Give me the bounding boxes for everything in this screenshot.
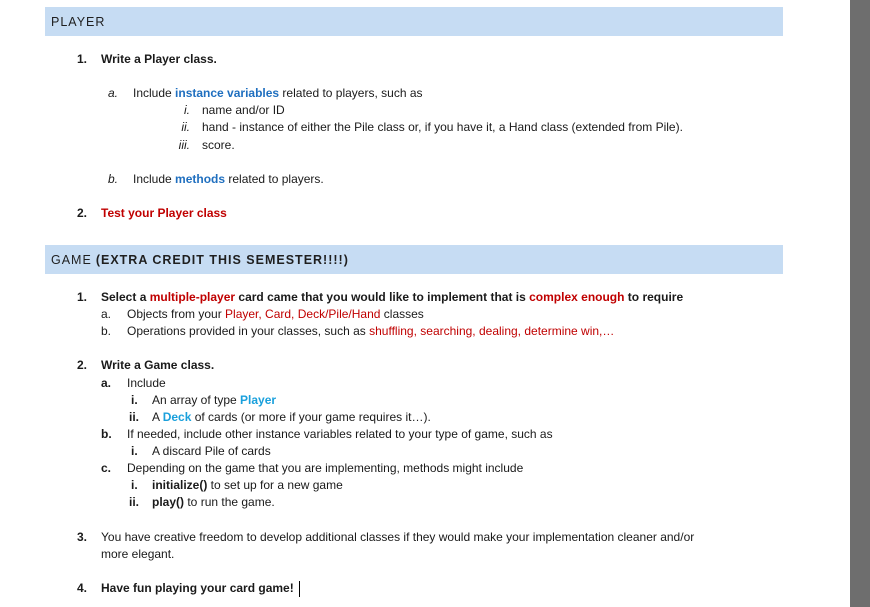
game-step2a-text: Include: [127, 376, 166, 390]
vertical-scrollbar[interactable]: [850, 0, 870, 607]
player-item-i-text: name and/or ID: [202, 103, 285, 117]
player-heading-text: PLAYER: [51, 14, 106, 29]
game-heading-text: GAME: [51, 252, 92, 267]
player-item-b-pre: Include: [133, 172, 176, 186]
game-step3-number: 3.: [77, 530, 88, 544]
game-heading-extra-credit: (EXTRA CREDIT THIS SEMESTER!!!!): [95, 252, 349, 267]
game-step2a-ii-pre: A: [152, 410, 163, 424]
game-step2a-ii-highlight: Deck: [162, 410, 192, 424]
game-step1-mid: card came that you would like to implement that is: [235, 290, 530, 304]
game-step1a-letter: a.: [101, 307, 112, 321]
game-step2b-i-number: i.: [131, 444, 138, 458]
game-step2c-i-text: [152, 477, 343, 494]
game-step2a-ii-post: of cards (or more if your game requires it…).: [191, 410, 431, 424]
game-step2c-letter: c.: [101, 461, 112, 475]
game-step1-number: 1.: [77, 290, 88, 304]
player-item-a-pre: Include: [133, 86, 176, 100]
game-step1b-text: [127, 323, 614, 340]
game-step2c-ii-post: to run the game.: [184, 495, 275, 509]
game-step3-line2: more elegant.: [101, 547, 175, 561]
player-item2-number: 2.: [77, 206, 88, 220]
game-step2a-i-number: i.: [131, 393, 138, 407]
player-item-a-post: related to players, such as: [279, 86, 423, 100]
player-item2-text: Test your Player class: [101, 206, 227, 220]
game-step4-text: [101, 580, 300, 597]
game-step2b-letter: b.: [101, 427, 112, 441]
game-step2a-ii-number: ii.: [129, 410, 140, 424]
game-step1a-text: [127, 306, 424, 323]
game-step2-text: Write a Game class.: [101, 358, 215, 372]
game-step1-highlight1: multiple-player: [149, 290, 236, 304]
game-step2c-ii-method: play(): [152, 495, 185, 509]
game-section-heading: [45, 245, 783, 274]
player-item-ii-text: hand - instance of either the Pile class or, if you have it, a Hand class (extended from Pile).: [202, 120, 683, 134]
player-item1-text: Write a Player class.: [101, 52, 217, 66]
game-step2a-ii-text: [152, 409, 431, 426]
player-item-iii-number: iii.: [178, 138, 190, 152]
game-step1a-pre: Objects from your: [127, 307, 226, 321]
game-step2-number: 2.: [77, 358, 88, 372]
game-step2b-i-text: A discard Pile of cards: [152, 444, 271, 458]
game-step3-line1: You have creative freedom to develop additional classes if they would make your implementation cleaner and/or: [101, 530, 695, 544]
game-step2b-text: If needed, include other instance variables related to your type of game, such as: [127, 427, 553, 441]
player-item-a-letter: a.: [108, 86, 119, 100]
player-item1-number: 1.: [77, 52, 88, 66]
player-item-a-text: [133, 85, 423, 102]
player-item-iii-text: score.: [202, 138, 235, 152]
game-step2c-i-post: to set up for a new game: [207, 478, 343, 492]
player-item-i-number: i.: [184, 103, 190, 117]
game-step1b-letter: b.: [101, 324, 112, 338]
game-step2c-ii-text: [152, 494, 275, 511]
player-item-ii-number: ii.: [181, 120, 190, 134]
player-section-heading: [45, 7, 783, 36]
game-step1a-post: classes: [380, 307, 424, 321]
game-step1-pre: Select a: [101, 290, 150, 304]
player-item-b-letter: b.: [108, 172, 119, 186]
game-step1b-highlight: shuffling, searching, dealing, determine win,…: [369, 324, 615, 338]
game-step1-post: to require: [624, 290, 684, 304]
text-cursor: [299, 581, 300, 597]
player-item-a-highlight: instance variables: [175, 86, 280, 100]
player-item-b-post: related to players.: [225, 172, 324, 186]
game-step2c-i-method: initialize(): [152, 478, 208, 492]
game-step2a-i-pre: An array of type: [152, 393, 241, 407]
game-step2c-text: Depending on the game that you are implementing, methods might include: [127, 461, 524, 475]
player-item-b-highlight: methods: [175, 172, 226, 186]
game-step2a-i-text: [152, 392, 276, 409]
game-step2c-i-number: i.: [131, 478, 138, 492]
game-step4-label: Have fun playing your card game!: [101, 581, 294, 595]
game-step2a-i-highlight: Player: [240, 393, 277, 407]
player-item-b-text: [133, 171, 324, 188]
game-step2a-letter: a.: [101, 376, 112, 390]
game-step1-highlight2: complex enough: [529, 290, 625, 304]
game-step4-number: 4.: [77, 581, 88, 595]
game-step2c-ii-number: ii.: [129, 495, 140, 509]
game-step1-text: [101, 289, 683, 306]
game-step1a-highlight: Player, Card, Deck/Pile/Hand: [225, 307, 381, 321]
game-step1b-pre: Operations provided in your classes, such as: [127, 324, 370, 338]
